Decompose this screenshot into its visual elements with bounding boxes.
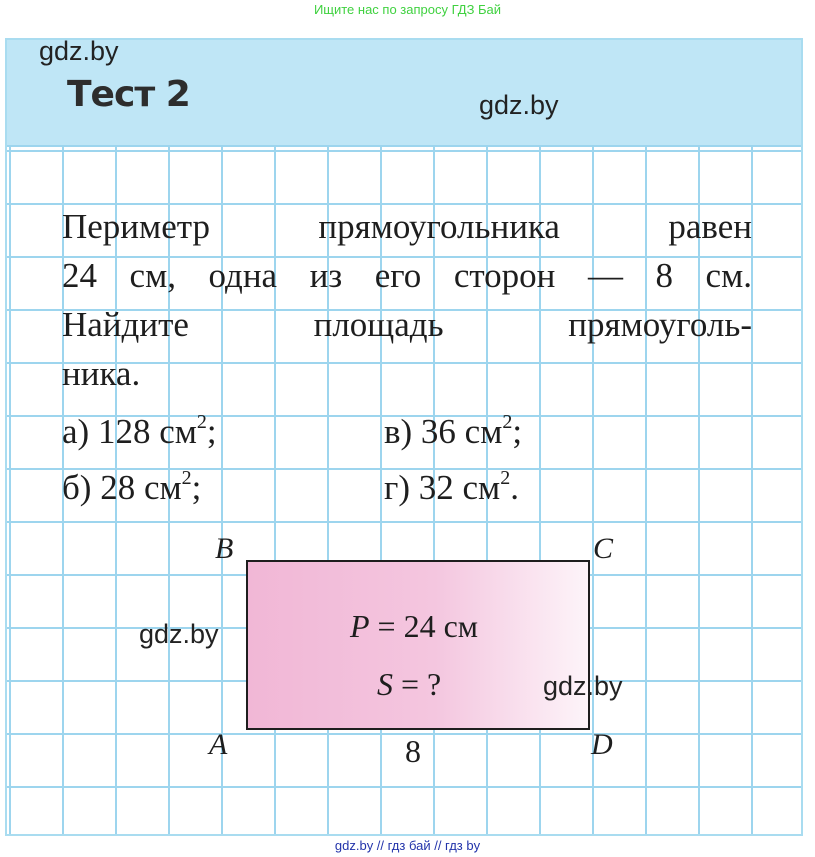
answer-option-v[interactable]: в) 36 $см^2$; — [384, 411, 523, 451]
vertex-label-c: C — [593, 532, 614, 565]
area-formula: S = ? — [377, 666, 442, 702]
side-length-label: 8 — [405, 733, 421, 769]
vertex-label-a: A — [209, 728, 228, 761]
rectangle-figure — [246, 560, 590, 730]
watermark: gdz.by — [139, 619, 219, 649]
answer-option-a[interactable]: а) 128 $см^2$; — [62, 411, 217, 451]
problem-line: Найдите площадь прямоуголь- — [62, 305, 752, 344]
vertex-label-d: D — [591, 728, 613, 761]
footer-links[interactable]: gdz.by // гдз бай // гдз by — [334, 838, 481, 853]
watermark: gdz.by — [479, 90, 559, 120]
test-title: Тест 2 — [67, 74, 190, 115]
test-card — [5, 38, 803, 836]
answer-option-g[interactable]: г) 32 $см^2$. — [384, 467, 519, 507]
watermark: gdz.by — [543, 671, 623, 701]
problem-line: 24 см, одна из его сторон — 8 см. — [62, 256, 752, 295]
answer-option-b[interactable]: б) 28 $см^2$; — [62, 467, 202, 507]
vertex-label-b: B — [215, 532, 234, 565]
problem-line: Периметр прямоугольника равен — [62, 207, 752, 246]
problem-line: ника. — [62, 354, 141, 393]
search-hint-link[interactable]: Ищите нас по запросу ГДЗ Бай — [313, 2, 502, 17]
watermark: gdz.by — [39, 38, 119, 66]
perimeter-formula: P = 24 см — [350, 608, 479, 644]
